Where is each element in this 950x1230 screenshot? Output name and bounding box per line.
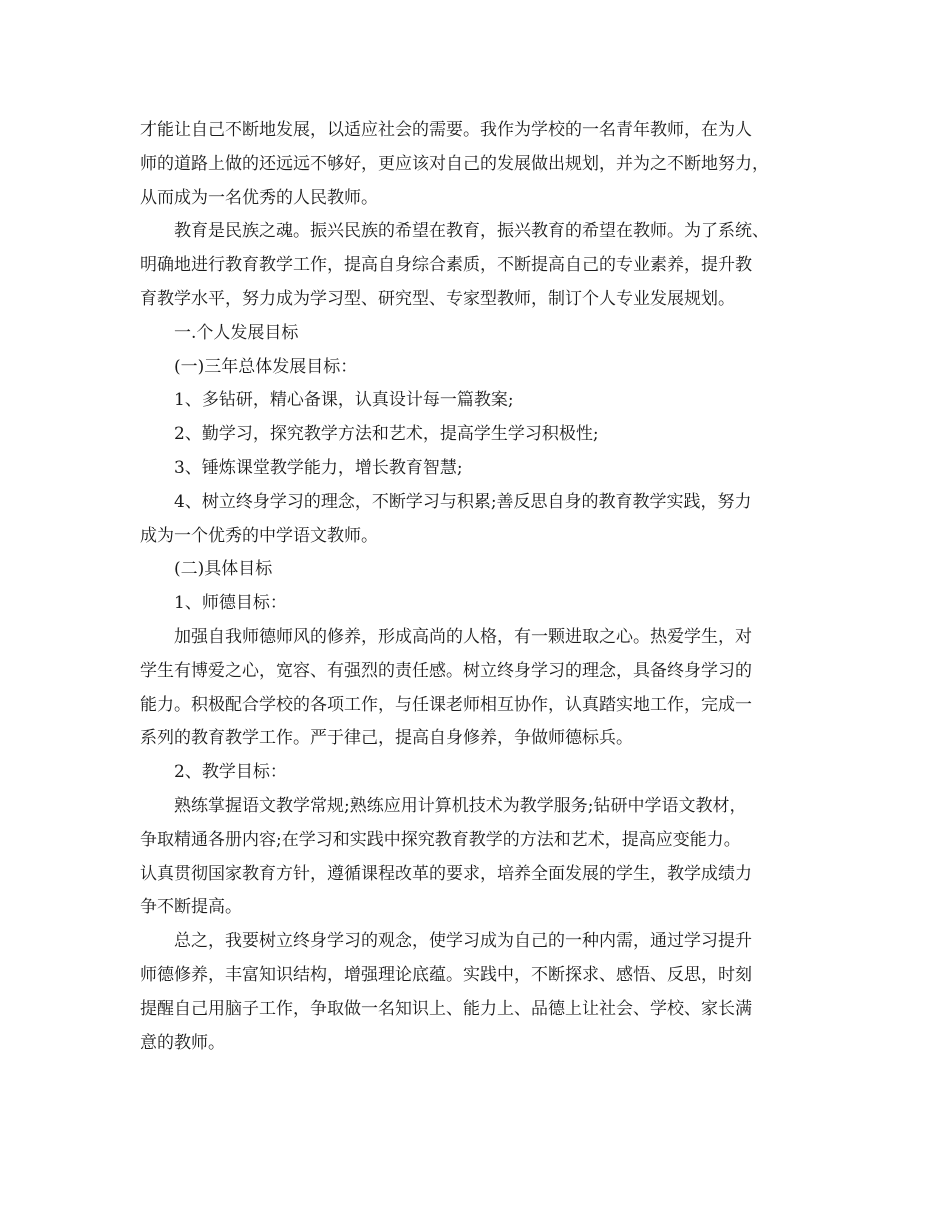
text-line: 加强自我师德师风的修养，形成高尚的人格，有一颗进取之心。热爱学生，对 <box>174 626 752 647</box>
text-line: 才能让自己不断地发展，以适应社会的需要。我作为学校的一名青年教师，在为人 <box>140 120 752 140</box>
paragraph <box>140 351 820 385</box>
text-line: 提醒自己用脑子工作，争取做一名知识上、能力上、品德上让社会、学校、家长满 <box>140 998 752 1019</box>
text-line: 学生有博爱之心，宽容、有强烈的责任感。树立终身学习的理念，具备终身学习的 <box>140 660 752 681</box>
text-line: 2、勤学习，探究教学方法和艺术，提高学生学习积极性; <box>174 424 599 445</box>
text-line: 熟练掌握语文教学常规;熟练应用计算机技术为教学服务;钻研中学语文教材， <box>174 795 747 816</box>
text-line: 争不断提高。 <box>140 897 242 918</box>
paragraph <box>140 317 820 351</box>
text-line: 能力。积极配合学校的各项工作，与任课老师相互协作，认真踏实地工作，完成一 <box>140 694 752 715</box>
paragraph <box>140 114 820 215</box>
paragraph <box>140 587 820 621</box>
paragraph <box>140 215 820 316</box>
paragraph <box>140 621 820 756</box>
text-line: 一.个人发展目标 <box>174 322 299 343</box>
text-line: 3、锤炼课堂教学能力，增长教育智慧; <box>174 457 463 478</box>
text-line: 系列的教育教学工作。严于律己，提高自身修养，争做师德标兵。 <box>140 728 633 749</box>
paragraph <box>140 384 820 418</box>
paragraph <box>140 486 820 554</box>
text-line: 认真贯彻国家教育方针，遵循课程改革的要求，培养全面发展的学生，教学成绩力 <box>140 863 752 884</box>
paragraph <box>140 452 820 486</box>
text-line: 育教学水平，努力成为学习型、研究型、专家型教师，制订个人专业发展规划。 <box>140 288 735 309</box>
text-line: 1、多钻研，精心备课，认真设计每一篇教案; <box>174 390 514 411</box>
text-line: 4、树立终身学习的理念，不断学习与积累;善反思自身的教育教学实践，努力 <box>174 491 752 512</box>
text-line: 1、师德目标： <box>174 593 287 614</box>
text-line: (一)三年总体发展目标： <box>174 356 358 377</box>
text-line: 总之，我要树立终身学习的观念，使学习成为自己的一种内需，通过学习提升 <box>174 931 752 952</box>
paragraph <box>140 925 820 1060</box>
text-line: 2、教学目标： <box>174 762 287 783</box>
paragraph <box>140 756 820 790</box>
paragraph <box>140 790 820 925</box>
paragraph <box>140 418 820 452</box>
text-line: 争取精通各册内容;在学习和实践中探究教育教学的方法和艺术，提高应变能力。 <box>140 829 741 850</box>
text-line: (二)具体目标 <box>174 559 273 580</box>
text-line: 从而成为一名优秀的人民教师。 <box>140 187 378 208</box>
document-body <box>140 114 820 1060</box>
text-line: 明确地进行教育教学工作，提高自身综合素质，不断提高自己的专业素养，提升教 <box>140 255 752 276</box>
text-line: 教育是民族之魂。振兴民族的希望在教育，振兴教育的希望在教师。为了系统、 <box>174 221 769 242</box>
text-line: 师德修养，丰富知识结构，增强理论底蕴。实践中，不断探求、感悟、反思，时刻 <box>140 964 752 985</box>
paragraph <box>140 553 820 587</box>
text-line: 师的道路上做的还远远不够好，更应该对自己的发展做出规划，并为之不断地努力， <box>140 153 769 174</box>
text-line: 成为一个优秀的中学语文教师。 <box>140 525 378 546</box>
text-line: 意的教师。 <box>140 1032 225 1053</box>
